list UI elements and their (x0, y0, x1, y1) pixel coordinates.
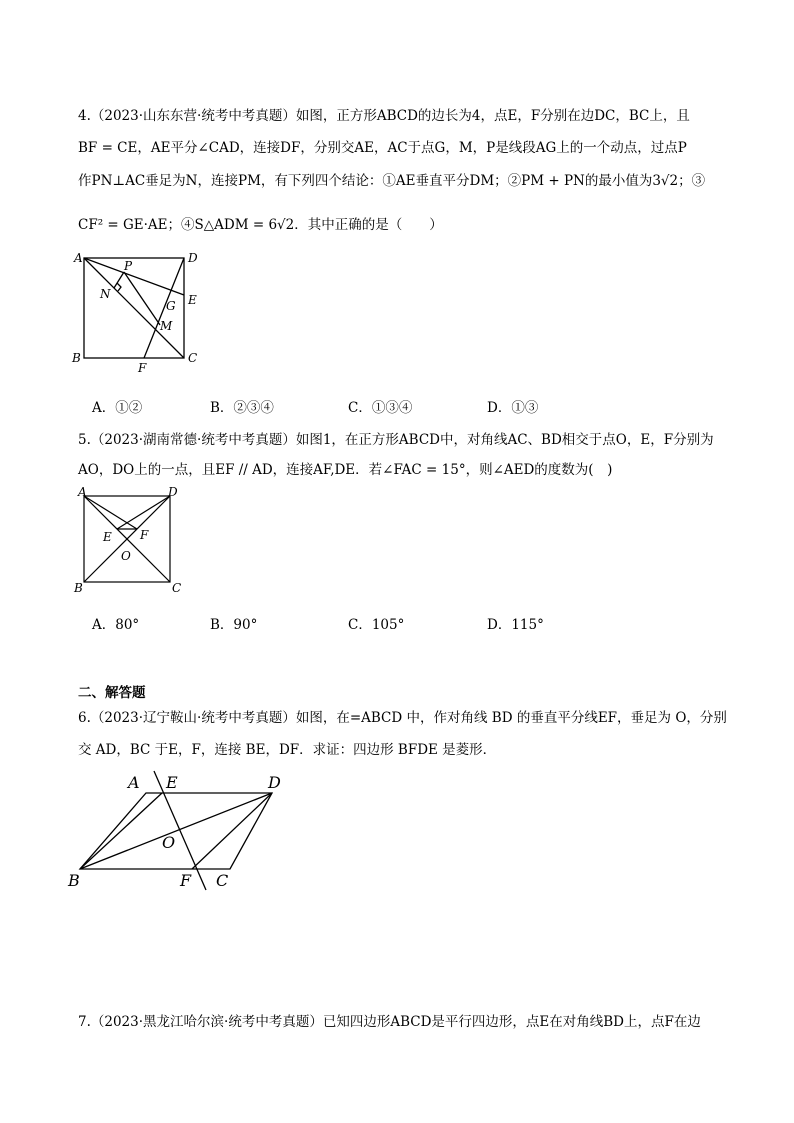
q6-label-E: E (166, 773, 178, 792)
q4-option-c: C．①③④ (348, 400, 413, 416)
segment-df (192, 793, 272, 869)
q5-option-d: D．115° (487, 617, 544, 633)
q4-label-P: P (124, 259, 133, 273)
q5-option-c: C．105° (348, 617, 405, 633)
segment-df (144, 258, 184, 358)
q6-line-1: 6.（2023·辽宁鞍山·统考中考真题）如图，在=ABCD 中，作对角线 BD 的垂直平分线EF，垂足为 O，分别 (78, 710, 727, 726)
q5-option-a: A．80° (92, 617, 140, 633)
q5-label-F: F (140, 528, 149, 542)
q4-label-G: G (166, 299, 176, 313)
q6-figure (64, 766, 304, 896)
q5-line-2: AO，DO上的一点，且EF // AD，连接AF,DE．若∠FAC = 15°，则∠AED的度数为( ) (78, 462, 613, 478)
q5-label-A: A (78, 486, 87, 499)
q4-label-A: A (74, 251, 83, 265)
q6-label-C: C (216, 871, 229, 890)
q5-label-E: E (103, 530, 112, 544)
q4-option-a: A．①② (92, 400, 143, 416)
q5-label-B: B (74, 581, 83, 595)
segment-be (80, 793, 162, 869)
q5-line-1: 5.（2023·湖南常德·统考中考真题）如图1，在正方形ABCD中，对角线AC、BD相交于点O，E，F分别为 (78, 432, 714, 448)
q4-label-M: M (160, 319, 173, 333)
q6-label-F: F (180, 871, 192, 890)
q4-line-3: 作PN⊥AC垂足为N，连接PM，有下列四个结论：①AE垂直平分DM；②PM + PN的最小值为3√2；③ (78, 173, 706, 189)
q5-label-C: C (172, 581, 182, 595)
q4-figure (66, 250, 216, 375)
q5-label-D: D (168, 486, 178, 499)
segment-ae (84, 258, 184, 295)
q6-label-A: A (128, 773, 140, 792)
q4-label-N: N (100, 287, 111, 301)
q6-label-B: B (68, 871, 80, 890)
q5-option-b: B．90° (210, 617, 258, 633)
q4-line-1: 4.（2023·山东东营·统考中考真题）如图，正方形ABCD的边长为4，点E，F分别在边DC，BC上，且 (78, 108, 690, 124)
q4-line-2: BF = CE，AE平分∠CAD，连接DF，分别交AE，AC于点G，M，P是线段AG上的一个动点，过点P (78, 140, 687, 156)
q4-label-F: F (138, 361, 147, 375)
q4-option-b: B．②③④ (210, 400, 274, 416)
q6-label-O: O (162, 833, 176, 852)
q4-label-D: D (188, 251, 198, 265)
right-angle-mark (117, 283, 121, 291)
q5-label-O: O (121, 549, 131, 563)
section-heading: 二、解答题 (78, 685, 146, 701)
q4-label-B: B (72, 351, 81, 365)
q4-label-C: C (188, 351, 198, 365)
diagonal-bd (80, 793, 272, 869)
q6-line-2: 交 AD，BC 于E，F，连接 BE，DF．求证：四边形 BFDE 是菱形． (78, 742, 497, 758)
q6-label-D: D (268, 773, 281, 792)
q4-option-d: D．①③ (487, 400, 539, 416)
segment-af (84, 496, 137, 529)
q4-line-4: CF² = GE·AE；④S△ADM = 6√2．其中正确的是（ ） (78, 217, 443, 233)
segment-de (117, 496, 170, 529)
q7-line-1: 7.（2023·黑龙江哈尔滨·统考中考真题）已知四边形ABCD是平行四边形，点E在对角线BD上，点F在边 (78, 1014, 701, 1030)
q5-figure (70, 486, 190, 598)
q4-label-E: E (188, 293, 197, 307)
